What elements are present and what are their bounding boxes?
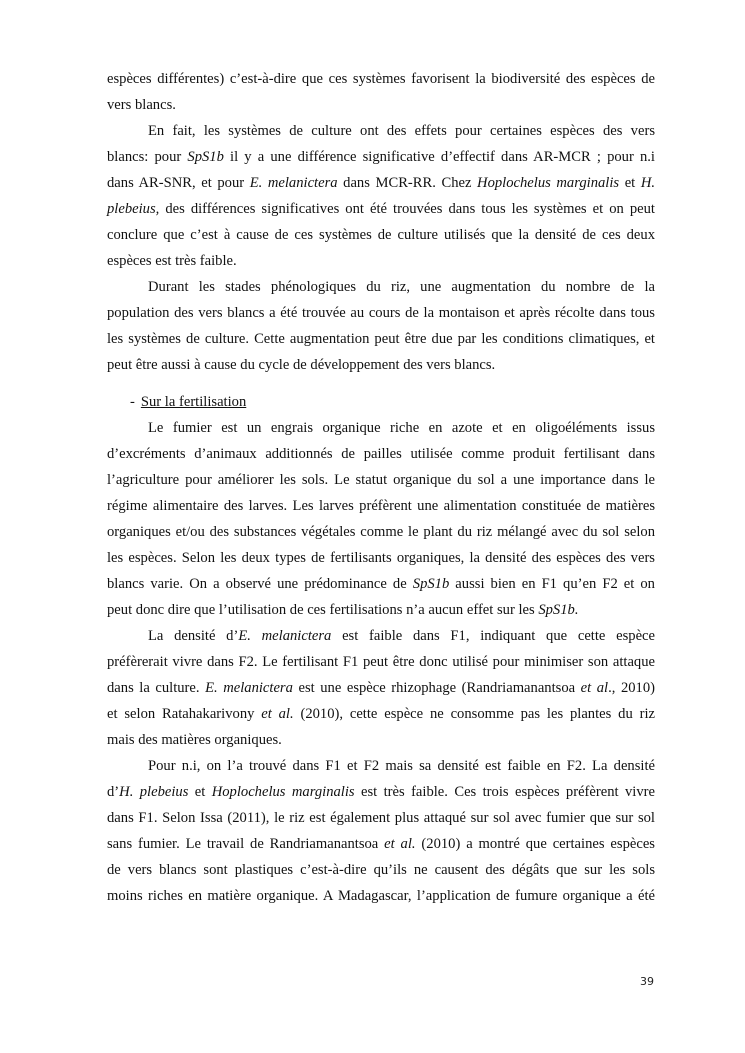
document-body bbox=[107, 66, 655, 909]
italic-text: H. bbox=[640, 175, 656, 191]
text-segment: l’agriculture pour améliorer les sols. Le statut organique du sol a une importance dans le bbox=[107, 472, 655, 488]
text-line bbox=[107, 352, 655, 378]
text-segment: peut être aussi à cause du cycle de développement des vers blancs. bbox=[107, 357, 496, 373]
italic-text: et al bbox=[580, 680, 609, 696]
text-segment: il y a une différence significative d’effectif dans AR-MCR ; pour n.i bbox=[223, 149, 655, 165]
text-line bbox=[107, 493, 655, 519]
text-segment: sans fumier. Le travail de Randriamanantsoa bbox=[107, 836, 385, 852]
paragraph bbox=[107, 623, 655, 753]
italic-text: SpS1b. bbox=[538, 602, 579, 618]
text-segment: et bbox=[619, 175, 641, 191]
text-line bbox=[107, 597, 655, 623]
text-segment: régime alimentaire des larves. Les larves préfèrent une alimentation constituée de matières bbox=[107, 498, 655, 514]
text-line bbox=[107, 675, 655, 701]
text-segment: est une espèce rhizophage (Randriamanantsoa bbox=[292, 680, 581, 696]
text-line bbox=[107, 170, 655, 196]
text-line bbox=[107, 300, 655, 326]
paragraph bbox=[107, 118, 655, 274]
page-number: 39 bbox=[640, 975, 654, 988]
text-segment: conclure que c’est à cause de ces systèmes de culture utilisés que la densité de ces deux bbox=[107, 227, 655, 243]
text-line bbox=[107, 467, 655, 493]
italic-text: Hoplochelus marginalis bbox=[477, 175, 620, 191]
text-line bbox=[107, 274, 655, 300]
text-segment: des différences significatives ont été trouvées dans tous les systèmes et on peut bbox=[159, 201, 655, 217]
text-segment: et bbox=[188, 784, 212, 800]
paragraphs-top bbox=[107, 66, 655, 378]
text-segment: ., 2010) bbox=[608, 680, 655, 696]
text-segment: (2010) a montré que certaines espèces bbox=[415, 836, 655, 852]
heading-bullet: - bbox=[130, 394, 135, 410]
text-line bbox=[107, 415, 655, 441]
text-segment: espèces est très faible. bbox=[107, 253, 237, 269]
text-segment: La densité d’ bbox=[148, 628, 239, 644]
text-segment: les systèmes de culture. Cette augmentation peut être due par les conditions climatiques, et bbox=[107, 331, 655, 347]
text-segment: blancs varie. On a observé une prédominance de bbox=[107, 576, 413, 592]
text-line bbox=[107, 222, 655, 248]
italic-text: SpS1b bbox=[187, 149, 224, 165]
paragraph bbox=[107, 415, 655, 623]
text-line bbox=[107, 144, 655, 170]
text-line bbox=[107, 519, 655, 545]
text-segment: organiques et/ou des substances végétales comme le plant du riz mélangé avec du sol selon bbox=[107, 524, 655, 540]
text-segment: est très faible. Ces trois espèces préfèrent vivre bbox=[354, 784, 655, 800]
text-segment: dans AR-SNR, et pour bbox=[107, 175, 250, 191]
text-segment: En fait, les systèmes de culture ont des effets pour certaines espèces des vers bbox=[148, 123, 655, 139]
text-segment: population des vers blancs a été trouvée au cours de la montaison et après récolte dans tous bbox=[107, 305, 655, 321]
text-segment: Durant les stades phénologiques du riz, une augmentation du nombre de la bbox=[148, 279, 655, 295]
text-line bbox=[107, 248, 655, 274]
paragraph bbox=[107, 274, 655, 378]
text-segment: mais des matières organiques. bbox=[107, 732, 282, 748]
section-heading bbox=[107, 389, 655, 415]
text-segment: d’ bbox=[107, 784, 120, 800]
text-line bbox=[107, 545, 655, 571]
text-segment: moins riches en matière organique. A Madagascar, l’application de fumure organique a été bbox=[107, 888, 655, 904]
text-segment: peut donc dire que l’utilisation de ces fertilisations n’a aucun effet sur les bbox=[107, 602, 539, 618]
text-line bbox=[107, 753, 655, 779]
italic-text: H. plebeius bbox=[119, 784, 189, 800]
text-line bbox=[107, 571, 655, 597]
text-line bbox=[107, 831, 655, 857]
paragraph bbox=[107, 66, 655, 118]
text-line bbox=[107, 727, 655, 753]
text-line bbox=[107, 66, 655, 92]
text-line bbox=[107, 92, 655, 118]
heading-title: Sur la fertilisation bbox=[140, 394, 247, 410]
text-segment: vers blancs. bbox=[107, 97, 176, 113]
paragraphs-bottom bbox=[107, 415, 655, 909]
paragraph bbox=[107, 753, 655, 909]
italic-text: et al. bbox=[384, 836, 416, 852]
italic-text: E. melanictera bbox=[205, 680, 293, 696]
italic-text: Hoplochelus marginalis bbox=[211, 784, 355, 800]
text-segment: dans F1. Selon Issa (2011), le riz est également plus attaqué sur sol avec fumier que sur sol bbox=[107, 810, 655, 826]
text-segment: aussi bien en F1 qu’en F2 et on bbox=[449, 576, 655, 592]
text-line bbox=[107, 805, 655, 831]
text-line bbox=[107, 196, 655, 222]
text-segment: préfèrerait vivre dans F2. Le fertilisant F1 peut être donc utilisé pour minimiser son attaque bbox=[107, 654, 655, 670]
text-line bbox=[107, 326, 655, 352]
text-segment: dans MCR-RR. Chez bbox=[337, 175, 478, 191]
italic-text: E. melanictera bbox=[249, 175, 338, 191]
text-segment: (2010), cette espèce ne consomme pas les plantes du riz bbox=[293, 706, 655, 722]
text-segment: les espèces. Selon les deux types de fertilisants organiques, la densité des espèces des vers bbox=[107, 550, 655, 566]
italic-text: E. melanictera bbox=[238, 628, 332, 644]
italic-text: SpS1b bbox=[412, 576, 450, 592]
text-segment: Pour n.i, on l’a trouvé dans F1 et F2 mais sa densité est faible en F2. La densité bbox=[148, 758, 655, 774]
text-segment: dans la culture. bbox=[107, 680, 206, 696]
text-line bbox=[107, 779, 655, 805]
text-segment: est faible dans F1, indiquant que cette espèce bbox=[331, 628, 656, 644]
text-segment: espèces différentes) c’est-à-dire que ces systèmes favorisent la biodiversité des espèces de bbox=[107, 71, 655, 87]
text-line bbox=[107, 857, 655, 883]
text-segment: Le fumier est un engrais organique riche en azote et en oligoéléments issus bbox=[148, 420, 655, 436]
text-line bbox=[107, 118, 655, 144]
italic-text: et al. bbox=[261, 706, 294, 722]
text-segment: et selon Ratahakarivony bbox=[107, 706, 262, 722]
text-line bbox=[107, 649, 655, 675]
text-line bbox=[107, 441, 655, 467]
text-line bbox=[107, 883, 655, 909]
italic-text: plebeius, bbox=[107, 201, 160, 217]
text-line bbox=[107, 623, 655, 649]
text-segment: d’excréments d’animaux additionnés de pailles utilisée comme produit fertilisant dans bbox=[107, 446, 655, 462]
text-line bbox=[107, 701, 655, 727]
text-segment: blancs: pour bbox=[107, 149, 188, 165]
text-segment: de vers blancs sont plastiques c’est-à-dire qu’ils ne causent des dégâts que sur les sols bbox=[107, 862, 655, 878]
